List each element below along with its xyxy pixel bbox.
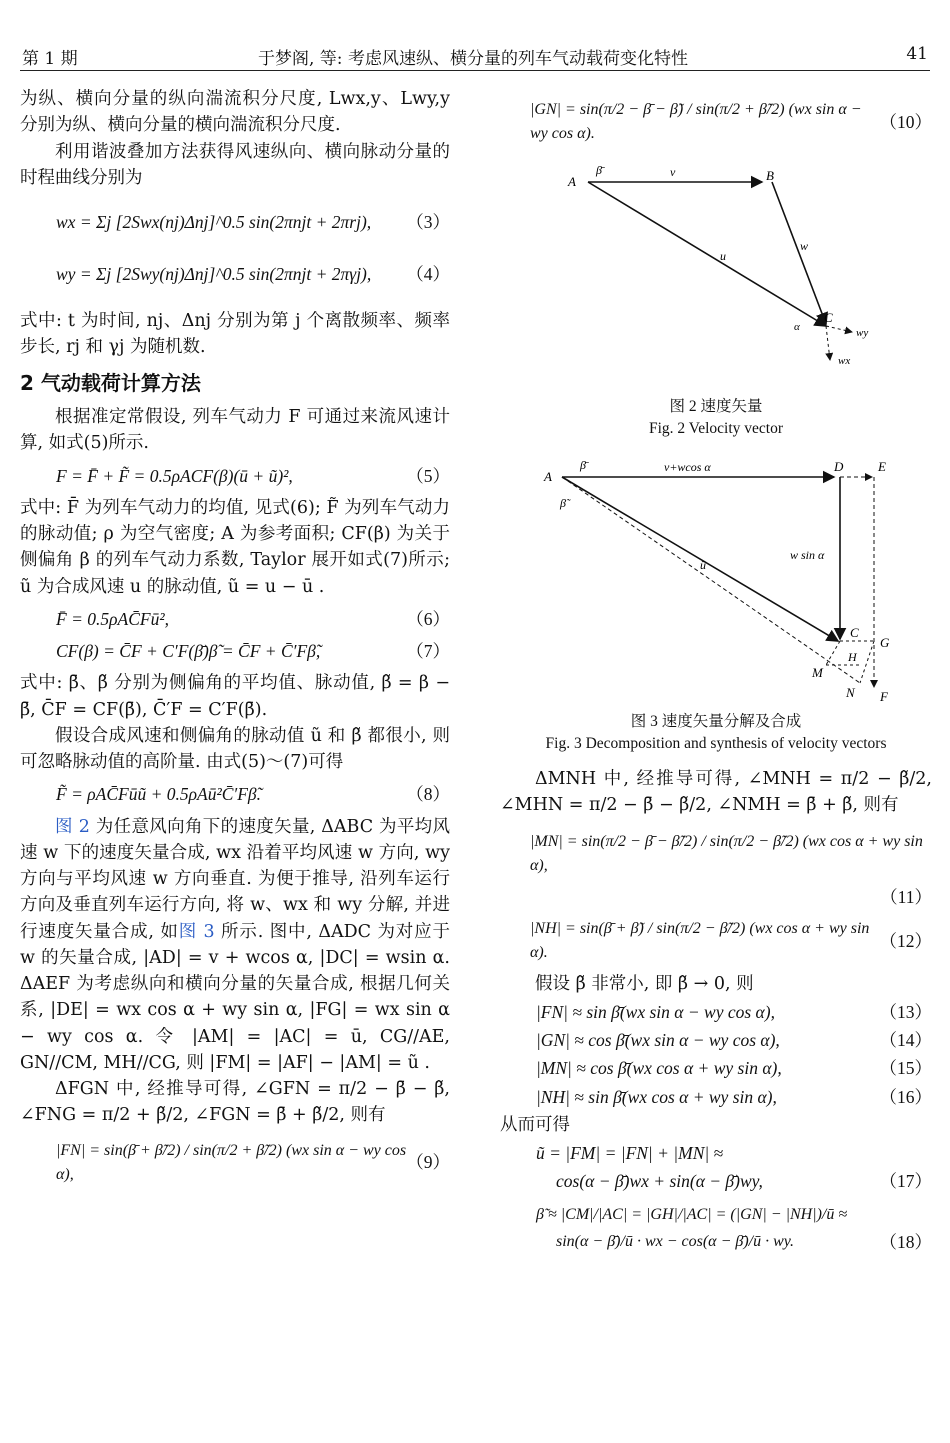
equation-11 xyxy=(500,830,932,878)
equation-6 xyxy=(20,606,450,632)
equation-14 xyxy=(500,1027,932,1053)
vector-u xyxy=(588,182,826,326)
label-G: G xyxy=(880,634,890,650)
vector-w xyxy=(772,182,826,324)
paragraph: 从而可得 xyxy=(500,1114,570,1135)
paragraph-text: 为任意风向角下的速度矢量, ΔABC 为平均风速 w 下的速度矢量合成, wx 沿着平均风速 w 方向, wy 方向与平均风速 w 方向垂直. 为便于推导, 沿列车运行方向及垂直列车运行方向, 将 w、wx 和 wy 分解, 并进行速度矢量合成, 如 xyxy=(20,816,450,942)
equation-number: （8） xyxy=(406,784,450,805)
equation-text: F̃ = ρAC̄Fūũ + 0.5ρAū²C̄′Fβ̃. xyxy=(56,784,262,805)
label-w: w xyxy=(800,239,809,253)
equation-5 xyxy=(20,463,450,489)
caption-en: Fig. 3 Decomposition and synthesis of velocity vectors xyxy=(545,735,887,753)
equation-text: |GN| = sin(π/2 − β̄ − β̃) / sin(π/2 + β̃/2) (wx sin α − wy cos α). xyxy=(530,101,862,142)
issue-number: 第 1 期 xyxy=(22,49,78,69)
equation-text: |FN| = sin(β̄ + β̃/2) / sin(π/2 + β̃/2) (wx sin α − wy cos α), xyxy=(56,1141,407,1183)
equation-18-line-1 xyxy=(500,1203,932,1227)
label-A: A xyxy=(568,174,576,189)
vector-wx xyxy=(826,326,830,360)
header-rule xyxy=(20,70,930,71)
equation-text: ũ = |FM| = |FN| + |MN| ≈ xyxy=(536,1143,724,1164)
label-M: M xyxy=(812,664,823,680)
label-beta: β̄ xyxy=(596,163,602,177)
page-number: 41 xyxy=(906,44,928,64)
figure-2-caption xyxy=(500,396,932,441)
paragraph: 根据准定常假设, 列车气动力 F 可通过来流风速计算, 如式(5)所示. xyxy=(20,407,450,454)
left-column xyxy=(20,86,450,1193)
label-alpha: α xyxy=(794,321,800,333)
paragraph: 利用谐波叠加方法获得风速纵向、横向脉动分量的时程曲线分别为 xyxy=(20,141,450,188)
paragraph: 为纵、横向分量的纵向湍流积分尺度, Lwx,y、Lwy,y 分别为纵、横向分量的横向湍流积分尺度. xyxy=(20,89,450,136)
equation-number: （12） xyxy=(879,930,932,951)
equation-text: |NH| = sin(β̄ + β̃) / sin(π/2 − β̃/2) (wx cos α + wy sin α). xyxy=(530,919,870,961)
equation-number: （6） xyxy=(406,608,450,629)
equation-15 xyxy=(500,1055,932,1081)
figure-3-caption xyxy=(500,711,932,756)
paragraph: 式中: t 为时间, nj、Δnj 分别为第 j 个离散频率、频率步长, rj 和 γj 为随机数. xyxy=(20,310,450,357)
running-title: 于梦阁, 等: 考虑风速纵、横分量的列车气动载荷变化特性 xyxy=(258,49,688,69)
paragraph: 式中: β̄、β̃ 分别为侧偏角的平均值、脉动值, β̃ = β − β̄, C̄F = CF(β̄), C̄′F = C′F(β̄). xyxy=(20,673,450,720)
equation-text: CF(β) = C̄F + C′F(β̄)β̃ = C̄F + C̄′Fβ̃, xyxy=(56,641,321,661)
vector-wy xyxy=(826,326,852,332)
label-C: C xyxy=(824,310,833,325)
equation-text: |FN| ≈ sin β̄(wx sin α − wy cos α), xyxy=(536,1001,775,1022)
equation-3 xyxy=(20,209,450,235)
label-B: B xyxy=(766,168,774,183)
equation-number: （9） xyxy=(406,1152,450,1173)
equation-17-line-1 xyxy=(500,1140,932,1166)
equation-text: F = F̄ + F̃ = 0.5ρACF(β)(ū + ũ)², xyxy=(56,465,293,486)
label-u: u xyxy=(720,249,726,263)
section-heading: 2 气动载荷计算方法 xyxy=(20,371,201,395)
equation-12 xyxy=(500,917,932,965)
paragraph: 假设合成风速和侧偏角的脉动值 ũ 和 β̃ 都很小, 则可忽略脉动值的高阶量. 由式(5)～(7)可得 xyxy=(20,725,450,772)
label-wsin: w sin α xyxy=(790,547,825,562)
line-AF xyxy=(562,477,860,683)
equation-number: （16） xyxy=(879,1086,932,1107)
equation-text: |NH| ≈ sin β̄(wx cos α + wy sin α), xyxy=(536,1086,777,1107)
right-column xyxy=(500,86,932,1257)
equation-number: （3） xyxy=(406,212,450,232)
caption-en: Fig. 2 Velocity vector xyxy=(648,420,784,438)
equation-text: β̃ ≈ |CM|/|AC| = |GH|/|AC| = (|GN| − |NH|)/ū ≈ xyxy=(536,1205,848,1223)
label-beta-bar: β̄ xyxy=(580,457,586,472)
equation-number: （17） xyxy=(879,1171,932,1192)
equation-number: （4） xyxy=(406,264,450,285)
paragraph: 假设 β̃ 非常小, 即 β̃ → 0, 则 xyxy=(535,973,754,994)
equation-10 xyxy=(500,98,932,146)
equation-number: （7） xyxy=(406,641,450,661)
figure-3-link[interactable]: 图 3 xyxy=(178,921,215,942)
equation-text: |GN| ≈ cos β̄(wx sin α − wy cos α), xyxy=(536,1030,780,1051)
label-H: H xyxy=(848,649,857,664)
label-wy: wy xyxy=(856,327,869,339)
label-v-wcos: v+wcos α xyxy=(664,459,711,474)
label-ubar: ū xyxy=(700,557,706,572)
equation-text: |MN| = sin(π/2 − β̄ − β̃/2) / sin(π/2 − β̃/2) (wx cos α + wy sin α), xyxy=(530,833,923,875)
equation-text: F̄ = 0.5ρAC̄Fū², xyxy=(56,608,169,629)
equation-9 xyxy=(20,1139,450,1187)
line-GN xyxy=(860,641,874,683)
equation-number: （18） xyxy=(879,1231,932,1252)
equation-number: （14） xyxy=(879,1030,932,1051)
equation-17-line-2 xyxy=(500,1168,932,1194)
equation-8 xyxy=(20,781,450,807)
equation-text: cos(α − β̄)wx + sin(α − β̄)wy, xyxy=(556,1171,763,1192)
paragraph: ΔMNH 中, 经推导可得, ∠MNH = π/2 − β̃/2, ∠MHN = π/2 − β̄ − β̃/2, ∠NMH = β̄ + β̃, 则有 xyxy=(500,768,932,816)
label-C: C xyxy=(850,624,859,640)
equation-number: （10） xyxy=(879,111,932,132)
label-wx: wx xyxy=(838,355,851,367)
equation-number: （13） xyxy=(879,1001,932,1022)
equation-number: （11） xyxy=(880,887,932,908)
equation-text: wy = Σj [2Swy(nj)Δnj]^0.5 sin(2πnjt + 2πγj), xyxy=(56,264,372,285)
label-A: A xyxy=(544,468,552,484)
label-N: N xyxy=(846,684,855,700)
equation-18-line-2 xyxy=(500,1229,932,1255)
caption-cn: 图 2 速度矢量 xyxy=(669,398,763,415)
equation-text: wx = Σj [2Swx(nj)Δnj]^0.5 sin(2πnjt + 2πrj), xyxy=(56,212,372,232)
paragraph: ΔFGN 中, 经推导可得, ∠GFN = π/2 − β̄ − β̃, ∠FNG = π/2 + β̃/2, ∠FGN = β̄ + β̃/2, 则有 xyxy=(20,1079,450,1126)
page-header xyxy=(0,0,950,72)
figure-2-velocity-vector xyxy=(500,160,932,390)
equation-11-number-row xyxy=(500,884,932,910)
equation-text: |MN| ≈ cos β̄(wx cos α + wy sin α), xyxy=(536,1058,782,1079)
figure-2-link[interactable]: 图 2 xyxy=(55,816,90,837)
paragraph-text: 所示. 图中, ΔADC 为对应于 w 的矢量合成, |AD| = v + wcos α, |DC| = wsin α. ΔAEF 为考虑纵向和横向分量的矢量合成, 根据几何关系, |DE| = wx cos α + wy sin α, |FG| = wx sin α − wy cos α. 令 |AM| = |AC| = ū, CG//AE, GN//CM, MH//CG, 则 |FM| = |AF| − |AM| = ũ . xyxy=(20,921,450,1073)
label-E: E xyxy=(878,458,886,474)
figure-3-velocity-decomposition xyxy=(500,455,932,705)
paragraph: 式中: F̄ 为列车气动力的均值, 见式(6); F̃ 为列车气动力的脉动值; ρ 为空气密度; A 为参考面积; CF(β) 为关于侧偏角 β 的列车气动力系数, Taylor 展开如式(7)所示; ũ 为合成风速 u 的脉动值, ũ = u − ū . xyxy=(20,497,450,597)
equation-4 xyxy=(20,261,450,287)
equation-text: sin(α − β̄)/ū · wx − cos(α − β̄)/ū · wy. xyxy=(556,1232,794,1250)
label-D: D xyxy=(834,458,844,474)
equation-16 xyxy=(500,1084,932,1110)
paragraph xyxy=(20,814,450,1077)
label-F: F xyxy=(880,688,888,704)
equation-13 xyxy=(500,999,932,1025)
equation-number: （15） xyxy=(879,1058,932,1079)
equation-7 xyxy=(20,638,450,664)
equation-number: （5） xyxy=(406,465,450,486)
label-v: v xyxy=(670,165,676,179)
caption-cn: 图 3 速度矢量分解及合成 xyxy=(630,712,802,730)
label-beta-tilde: β̃ xyxy=(560,495,566,510)
